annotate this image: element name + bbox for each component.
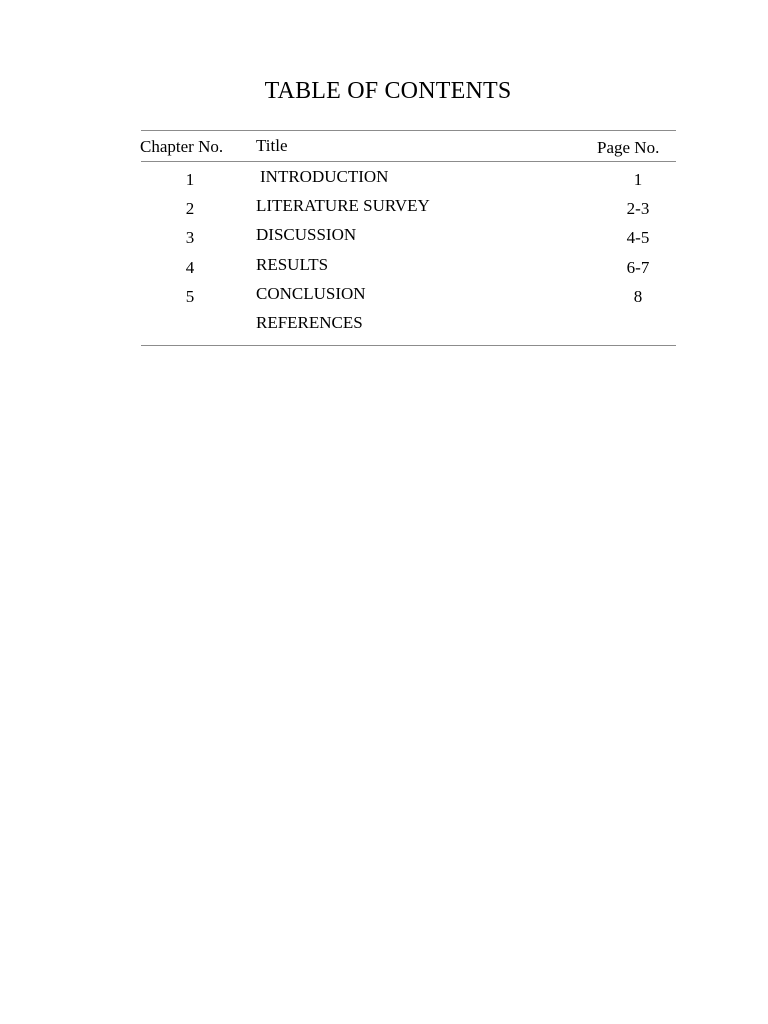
page-number: 4-5 bbox=[626, 228, 650, 248]
page-title: TABLE OF CONTENTS bbox=[264, 78, 512, 104]
chapter-title: RESULTS bbox=[256, 254, 329, 274]
table-top-rule bbox=[141, 130, 676, 131]
column-header-chapter: Chapter No. bbox=[140, 137, 224, 156]
table-row bbox=[0, 283, 768, 312]
page-number: 1 bbox=[633, 170, 643, 189]
chapter-number: 1 bbox=[185, 170, 195, 189]
table-row bbox=[0, 224, 768, 253]
page-number: 6-7 bbox=[626, 257, 650, 277]
chapter-title: REFERENCES bbox=[256, 312, 363, 332]
table-header-rule bbox=[141, 161, 676, 162]
chapter-number: 4 bbox=[185, 257, 195, 277]
chapter-title: DISCUSSION bbox=[256, 225, 357, 245]
chapter-title: INTRODUCTION bbox=[260, 167, 389, 186]
chapter-number: 5 bbox=[185, 286, 195, 306]
chapter-number: 3 bbox=[185, 228, 195, 248]
page-number: 2-3 bbox=[626, 199, 650, 219]
column-header-page: Page No. bbox=[597, 138, 660, 157]
table-row bbox=[0, 254, 768, 283]
chapter-title: LITERATURE SURVEY bbox=[256, 196, 430, 216]
chapter-title: CONCLUSION bbox=[256, 283, 366, 303]
chapter-number: 2 bbox=[185, 199, 195, 219]
table-row bbox=[0, 195, 768, 224]
table-bottom-rule bbox=[141, 345, 676, 346]
column-header-title: Title bbox=[256, 136, 288, 155]
table-row bbox=[0, 166, 768, 195]
table-row bbox=[0, 312, 768, 341]
page-number: 8 bbox=[633, 286, 643, 306]
toc-table-body bbox=[0, 166, 768, 341]
